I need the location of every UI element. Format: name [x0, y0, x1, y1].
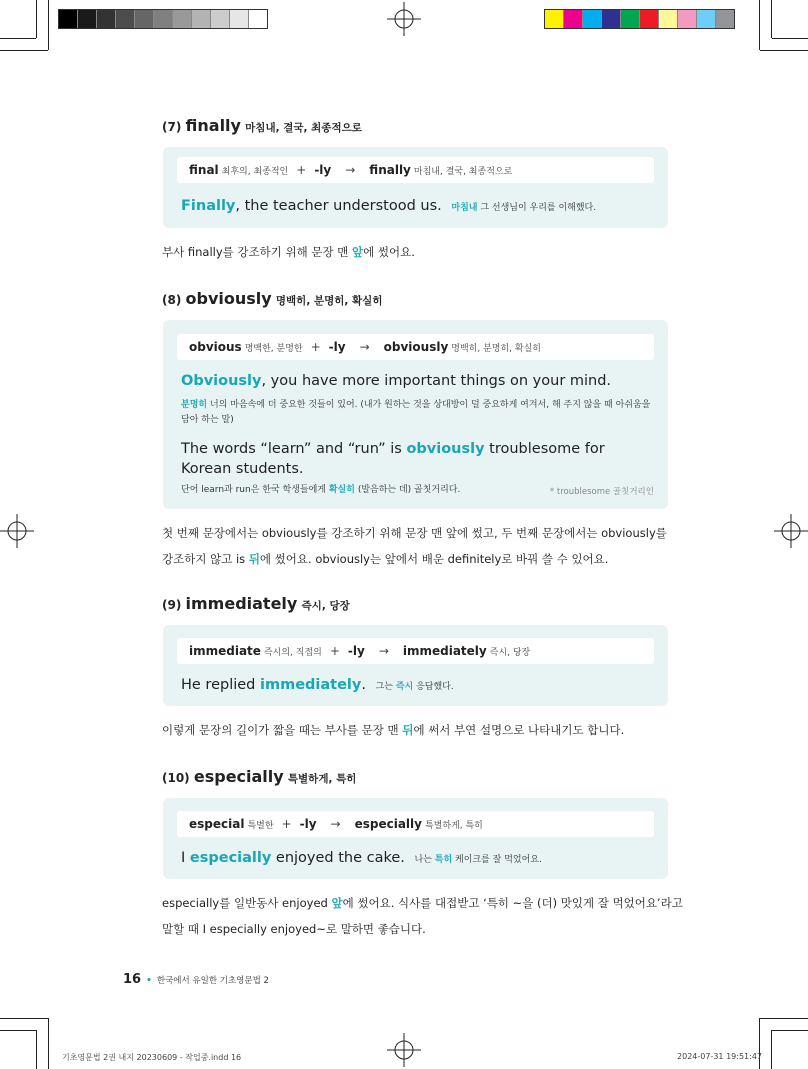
color-swatch [154, 10, 173, 28]
crop-mark [36, 1030, 37, 1069]
explanation-note: especially를 일반동사 enjoyed 앞에 썼어요. 식사를 대접받고 ‘특히 ~을 (더) 맛있게 잘 먹었어요’라고 말할 때 I especially enjoyed~로 말하면 좋습니다. [162, 896, 683, 936]
color-swatch [59, 10, 78, 28]
translation: 마침내 그 선생님이 우리를 이해했다. [451, 203, 597, 213]
example-box-especially [163, 798, 668, 879]
section-heading-finally: (7) finally 마침내, 결국, 최종적으로 [162, 116, 362, 135]
color-swatch [249, 10, 267, 28]
translation: 그는 즉시 응답했다. [375, 682, 454, 692]
explanation-note: 부사 finally를 강조하기 위해 문장 맨 앞에 썼어요. [162, 245, 415, 259]
color-swatch [602, 10, 621, 28]
example-sentence: Obviously, you have more important things on your mind. [181, 373, 612, 389]
color-swatch [230, 10, 249, 28]
crop-mark [760, 1018, 808, 1019]
color-swatch [173, 10, 192, 28]
example-sentence: I especially enjoyed the cake. 나는 특히 케이크를 잘 먹었어요. [181, 850, 542, 866]
word-formation-formula: obvious 명백한, 분명한 + -ly → obviously 명백히, 분명히, 확실히 [177, 334, 654, 360]
color-swatch [583, 10, 602, 28]
color-swatch [545, 10, 564, 28]
example-sentence: He replied immediately. 그는 즉시 응답했다. [181, 677, 454, 693]
crop-mark [0, 50, 48, 51]
explanation-note: 첫 번째 문장에서는 obviously를 강조하기 위해 문장 맨 앞에 썼고, 두 번째 문장에서는 obviously를 강조하지 않고 is 뒤에 썼어요. obviously는 앞에서 배운 definitely로 바꿔 쓸 수 있어요. [162, 526, 667, 566]
color-swatch [640, 10, 659, 28]
color-swatch [564, 10, 583, 28]
translation: 단어 learn과 run은 한국 학생들에게 확실히 (발음하는 데) 골칫거리다. [181, 485, 461, 495]
crop-mark [772, 1030, 808, 1031]
color-swatch [697, 10, 716, 28]
crop-mark [771, 0, 772, 38]
section-heading-immediately: (9) immediately 즉시, 당장 [162, 594, 350, 613]
crop-mark [0, 1030, 36, 1031]
file-slug: 기초영문법 2권 내지 20230609 - 작업중.indd 16 [62, 1053, 242, 1062]
color-swatch [78, 10, 97, 28]
page-footer: 16 • 한국에서 유일한 기초영문법 2 [123, 972, 269, 987]
book-title: 한국에서 유일한 기초영문법 2 [156, 976, 269, 986]
color-swatch [716, 10, 734, 28]
word-formation-formula: especial 특별한 + -ly → especially 특별하게, 특히 [177, 811, 654, 837]
crop-mark [759, 1018, 760, 1069]
crop-mark [0, 38, 36, 39]
cmyk-color-bar [544, 9, 735, 29]
crop-mark [772, 38, 808, 39]
translation: 분명히 너의 마음속에 더 중요한 것들이 있어. (내가 원하는 것을 상대방이 덜 중요하게 여겨서, 해 주지 않을 때 아쉬움을 담아 하는 말) [181, 400, 651, 425]
vocabulary-footnote: * troublesome 골칫거리인 [549, 487, 654, 497]
translation: 나는 특히 케이크를 잘 먹었어요. [414, 855, 542, 865]
registration-mark-icon [387, 2, 421, 36]
example-sentence: The words “learn” and “run” is obviously troublesome for Korean students. [181, 441, 605, 477]
registration-mark-icon [0, 514, 34, 548]
example-box-obviously [163, 320, 668, 509]
color-swatch [135, 10, 154, 28]
crop-mark [760, 50, 808, 51]
crop-mark [36, 0, 37, 38]
color-swatch [659, 10, 678, 28]
crop-mark [48, 0, 49, 50]
crop-mark [771, 1030, 772, 1069]
page-number: 16 [123, 972, 142, 987]
color-swatch [192, 10, 211, 28]
example-box-finally [163, 147, 668, 228]
section-heading-especially: (10) especially 특별하게, 특히 [162, 767, 357, 786]
color-swatch [621, 10, 640, 28]
crop-mark [48, 1018, 49, 1069]
crop-mark [759, 0, 760, 50]
example-box-immediately [163, 625, 668, 706]
word-formation-formula: immediate 즉시의, 직접의 + -ly → immediately 즉시, 당장 [177, 638, 654, 664]
registration-mark-icon [387, 1033, 421, 1067]
section-heading-obviously: (8) obviously 명백히, 분명히, 확실히 [162, 289, 383, 308]
registration-mark-icon [774, 514, 808, 548]
word-formation-formula: final 최후의, 최종적인 + -ly → finally 마침내, 결국, 최종적으로 [177, 157, 654, 183]
timestamp-slug: 2024-07-31 19:51:47 [677, 1052, 762, 1061]
gray-color-bar [58, 9, 268, 29]
color-swatch [116, 10, 135, 28]
color-swatch [211, 10, 230, 28]
example-sentence: Finally, the teacher understood us. 마침내 그 선생님이 우리를 이해했다. [181, 198, 597, 214]
explanation-note: 이렇게 문장의 길이가 짧을 때는 부사를 문장 맨 뒤에 써서 부연 설명으로 나타내기도 합니다. [162, 723, 625, 737]
color-swatch [678, 10, 697, 28]
crop-mark [0, 1018, 48, 1019]
color-swatch [97, 10, 116, 28]
